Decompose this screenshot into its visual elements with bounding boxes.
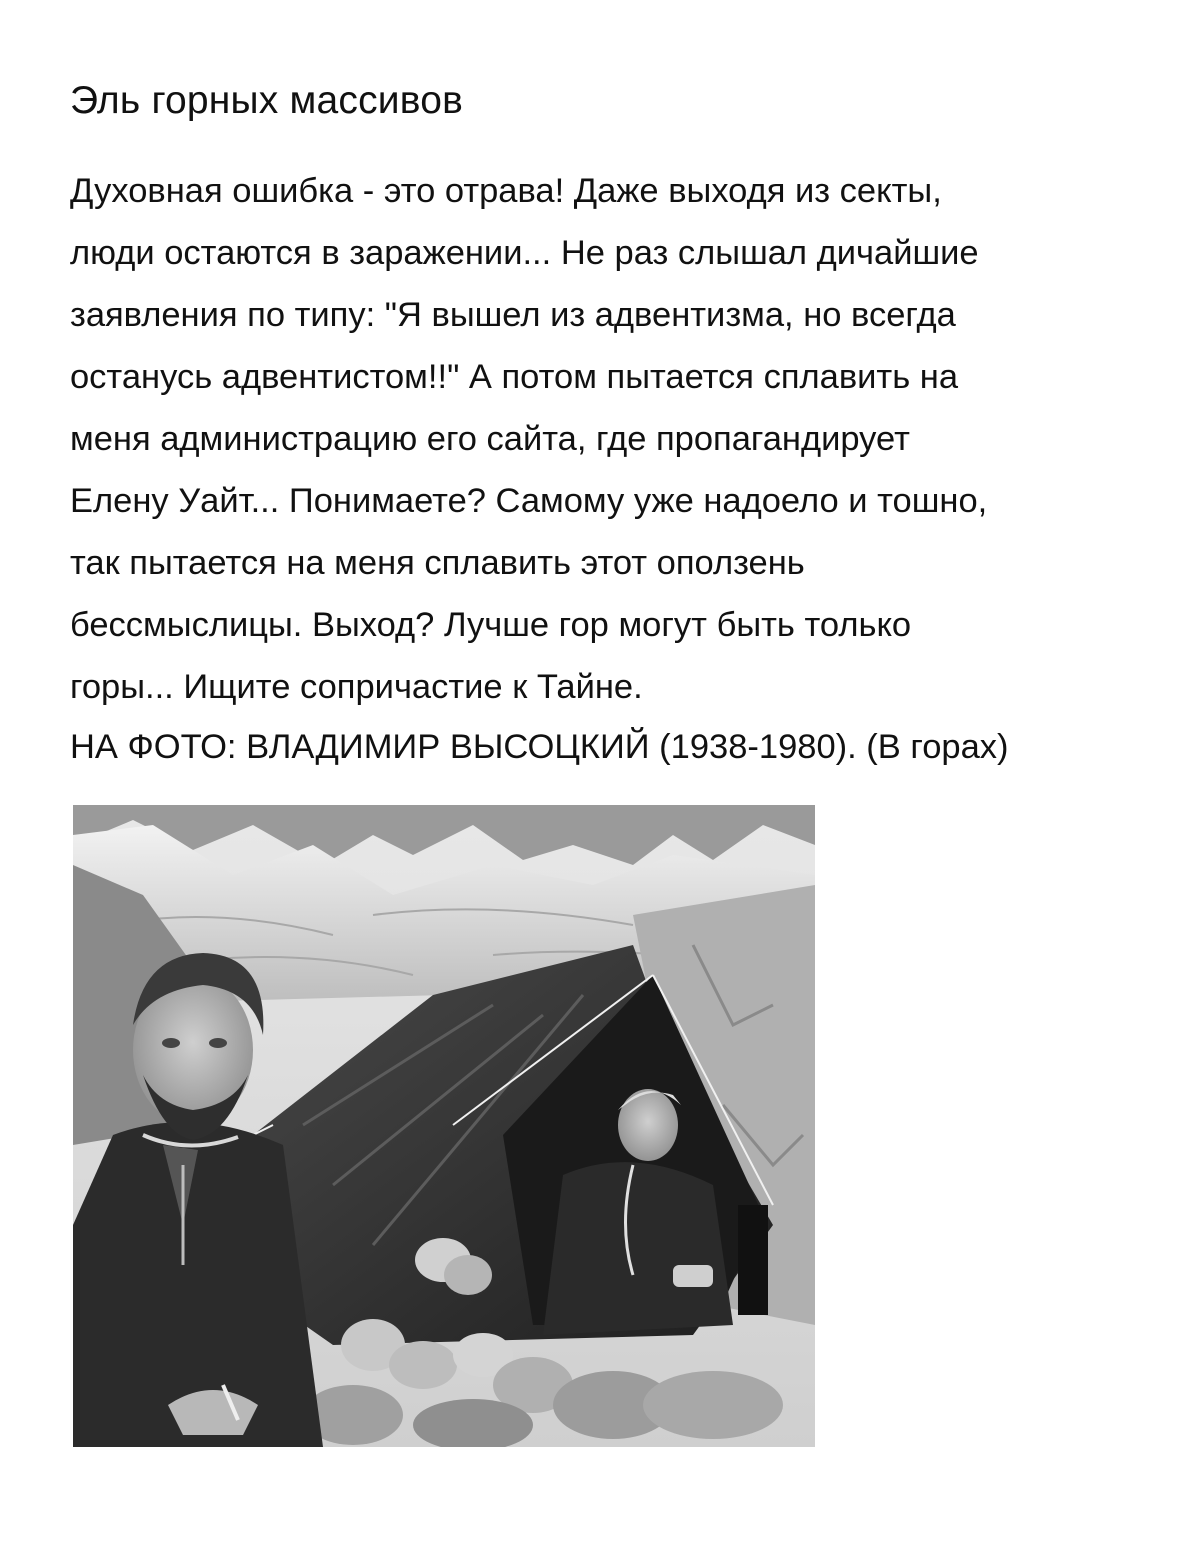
- paragraph-line: Елену Уайт... Понимаете? Самому уже надоело и тошно,: [70, 482, 988, 520]
- paragraph-line: Духовная ошибка - это отрава! Даже выходя из секты,: [70, 172, 942, 210]
- paragraph-line: бессмыслицы. Выход? Лучше гор могут быть только: [70, 606, 912, 644]
- paragraph-line: меня администрацию его сайта, где пропагандирует: [70, 420, 910, 458]
- photo-caption: НА ФОТО: ВЛАДИМИР ВЫСОЦКИЙ (1938-1980). (В горах): [70, 728, 1009, 766]
- mountain-photo: [73, 805, 815, 1447]
- paragraph-line: останусь адвентистом!!" А потом пытается сплавить на: [70, 358, 959, 396]
- paragraph-line: люди остаются в заражении... Не раз слышал дичайшие: [70, 234, 979, 272]
- paragraph-line: горы... Ищите сопричастие к Тайне.: [70, 668, 643, 706]
- paragraph-line: заявления по типу: "Я вышел из адвентизма, но всегда: [70, 296, 956, 334]
- body-paragraph: [70, 160, 1140, 718]
- page-title: Эль горных массивов: [70, 79, 464, 122]
- paragraph-line: так пытается на меня сплавить этот оползень: [70, 544, 805, 582]
